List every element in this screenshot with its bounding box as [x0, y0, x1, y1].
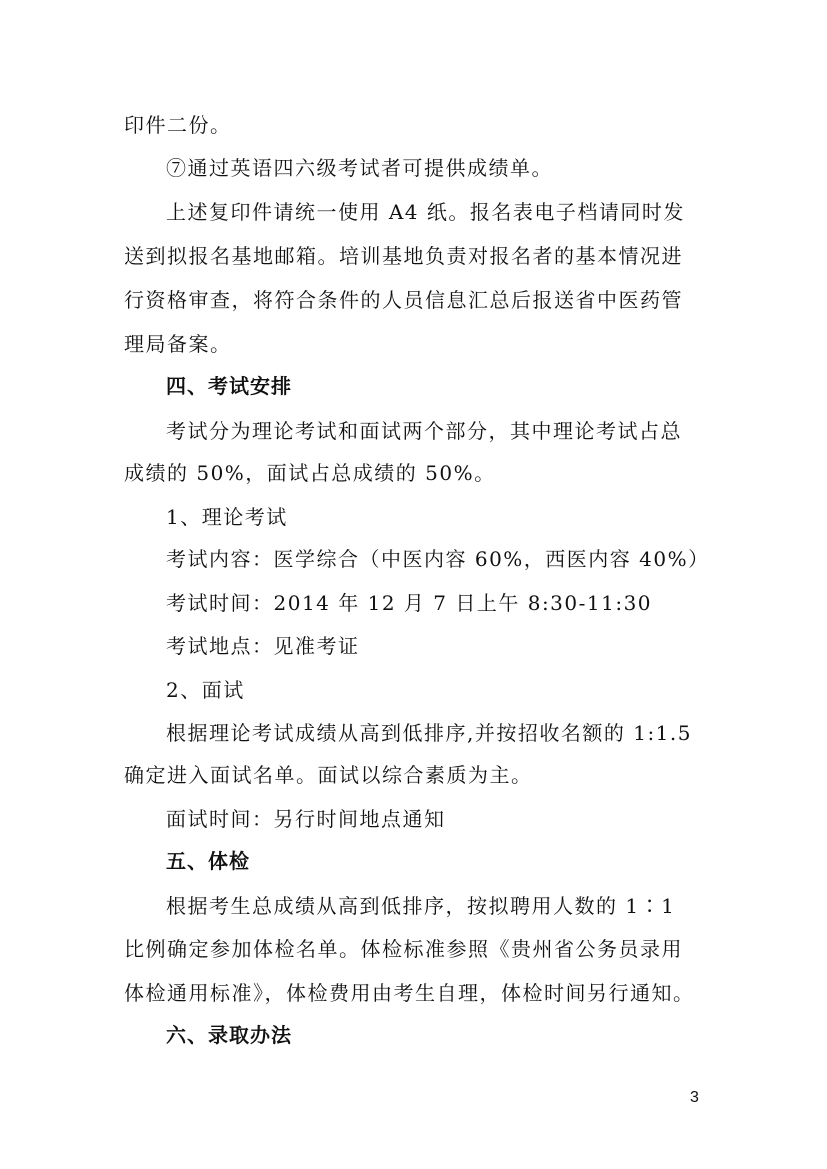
text-line: 面试时间：另行时间地点通知 — [166, 807, 446, 831]
text-line: ⑦通过英语四六级考试者可提供成绩单。 — [166, 156, 553, 180]
text-line: 考试内容：医学综合（中医内容 60%，西医内容 40%） — [166, 547, 710, 571]
text-line: 考试地点：见准考证 — [166, 634, 360, 658]
text-line: 行资格审查，将符合条件的人员信息汇总后报送省中医药管 — [124, 288, 683, 312]
text-line: 成绩的 50%，面试占总成绩的 50%。 — [124, 461, 496, 485]
subsection-heading: 1、理论考试 — [166, 505, 288, 529]
text-line: 比例确定参加体检名单。体检标准参照《贵州省公务员录用 — [124, 937, 683, 961]
page-number: 3 — [690, 1089, 699, 1106]
text-line: 根据理论考试成绩从高到低排序,并按招收名额的 1:1.5 — [166, 721, 692, 745]
text-line: 考试分为理论考试和面试两个部分，其中理论考试占总 — [166, 419, 682, 443]
text-line: 理局备案。 — [124, 332, 232, 356]
text-line: 考试时间：2014 年 12 月 7 日上午 8:30-11:30 — [166, 591, 653, 615]
subsection-heading: 2、面试 — [166, 678, 245, 702]
text-line: 送到拟报名基地邮箱。培训基地负责对报名者的基本情况进 — [124, 244, 683, 268]
section-heading: 五、体检 — [166, 849, 250, 873]
section-heading: 六、录取办法 — [166, 1023, 292, 1047]
text-line: 体检通用标准》，体检费用由考生自理，体检时间另行通知。 — [124, 981, 695, 1005]
section-heading: 四、考试安排 — [166, 374, 292, 398]
text-line: 确定进入面试名单。面试以综合素质为主。 — [124, 763, 533, 787]
text-line: 上述复印件请统一使用 A4 纸。报名表电子档请同时发 — [166, 200, 685, 224]
text-line: 根据考生总成绩从高到低排序，按拟聘用人数的 1∶1 — [166, 894, 676, 918]
text-line: 印件二份。 — [124, 113, 232, 137]
